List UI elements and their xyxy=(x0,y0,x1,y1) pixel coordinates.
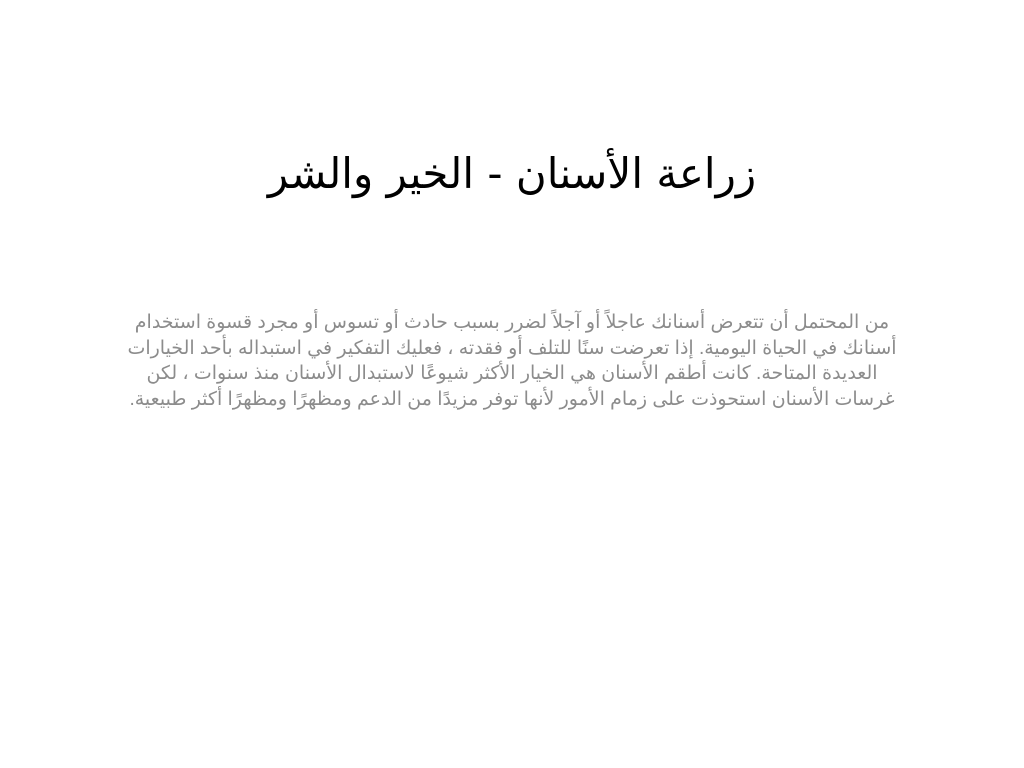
slide-title: زراعة الأسنان - الخير والشر xyxy=(267,149,757,198)
slide-body-text: من المحتمل أن تتعرض أسنانك عاجلاً أو آجلاً لضرر بسبب حادث أو تسوس أو مجرد قسوة استخدام أسنانك في الحياة اليومية. إذا تعرضت سنًا للتلف أو فقدته ، فعليك التفكير في استبداله بأحد الخيارات العديدة المتاحة. كانت أطقم الأسنان هي الخيار الأكثر شيوعًا لاستبدال الأسنان منذ سنوات ، لكن غرسات الأسنان استحوذت على زمام الأمور لأنها توفر مزيدًا من الدعم ومظهرًا ومظهرًا أكثر طبيعية. xyxy=(127,312,897,410)
